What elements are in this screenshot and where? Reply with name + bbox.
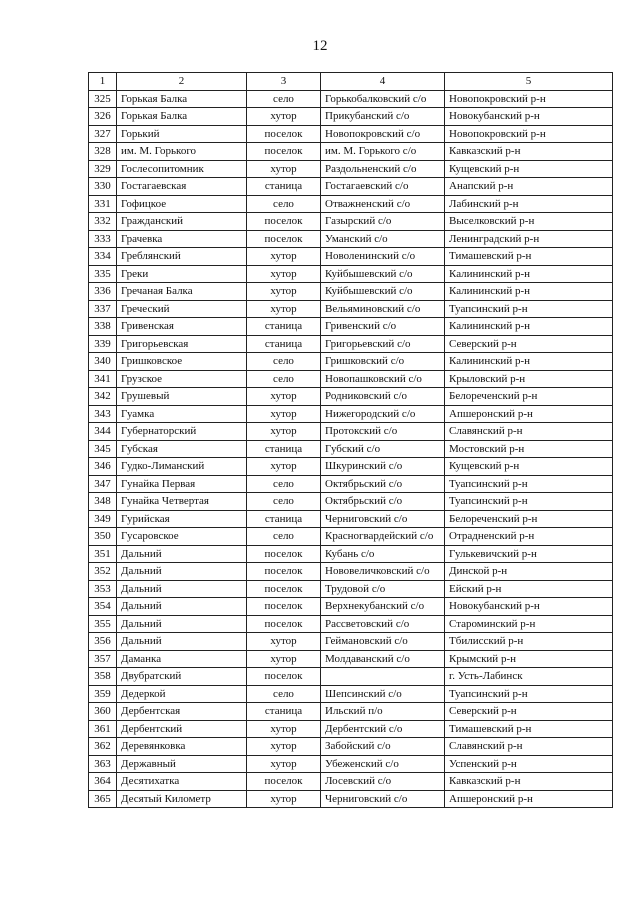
settlement-type: поселок <box>247 773 321 791</box>
district-name: Северский р-н <box>445 335 613 353</box>
table-row <box>89 440 613 458</box>
settlement-type: поселок <box>247 213 321 231</box>
council-name: Горькобалковский с/о <box>321 90 445 108</box>
district-name: Успенский р-н <box>445 755 613 773</box>
council-name: Шкуринский с/о <box>321 458 445 476</box>
district-name: Туапсинский р-н <box>445 685 613 703</box>
table-row <box>89 265 613 283</box>
settlement-name: Гудко-Лиманский <box>117 458 247 476</box>
table-row <box>89 458 613 476</box>
council-name: Новопашковский с/о <box>321 370 445 388</box>
settlement-type: поселок <box>247 230 321 248</box>
table-row <box>89 283 613 301</box>
settlement-name: Гослесопитомник <box>117 160 247 178</box>
header-cell: 4 <box>321 73 445 91</box>
district-name: Анапский р-н <box>445 178 613 196</box>
settlement-type: хутор <box>247 265 321 283</box>
settlement-name: Гусаровское <box>117 528 247 546</box>
settlement-name: Гурийская <box>117 510 247 528</box>
settlement-type: село <box>247 475 321 493</box>
council-name: Григорьевский с/о <box>321 335 445 353</box>
row-number: 336 <box>89 283 117 301</box>
settlement-type: станица <box>247 178 321 196</box>
council-name: Губский с/о <box>321 440 445 458</box>
council-name: Черниговский с/о <box>321 790 445 808</box>
table-row <box>89 650 613 668</box>
row-number: 351 <box>89 545 117 563</box>
council-name: Трудовой с/о <box>321 580 445 598</box>
row-number: 357 <box>89 650 117 668</box>
district-name: Отрадненский р-н <box>445 528 613 546</box>
table-row <box>89 125 613 143</box>
district-name: Тимашевский р-н <box>445 720 613 738</box>
settlement-name: Дербентская <box>117 703 247 721</box>
district-name: Динской р-н <box>445 563 613 581</box>
row-number: 361 <box>89 720 117 738</box>
council-name: Куйбышевский с/о <box>321 265 445 283</box>
district-name: Ленинградский р-н <box>445 230 613 248</box>
council-name: Нововеличковский с/о <box>321 563 445 581</box>
table-row <box>89 300 613 318</box>
row-number: 355 <box>89 615 117 633</box>
settlement-name: Державный <box>117 755 247 773</box>
district-name: Кавказский р-н <box>445 143 613 161</box>
district-name: Туапсинский р-н <box>445 300 613 318</box>
table-row <box>89 598 613 616</box>
district-name: Туапсинский р-н <box>445 475 613 493</box>
row-number: 344 <box>89 423 117 441</box>
settlement-type: станица <box>247 703 321 721</box>
council-name: Октябрьский с/о <box>321 493 445 511</box>
settlement-type: село <box>247 370 321 388</box>
table-row <box>89 685 613 703</box>
settlement-type: хутор <box>247 283 321 301</box>
district-name: Мостовский р-н <box>445 440 613 458</box>
settlement-name: Десятый Километр <box>117 790 247 808</box>
table-row <box>89 213 613 231</box>
settlement-name: Гунайка Первая <box>117 475 247 493</box>
row-number: 328 <box>89 143 117 161</box>
table-row <box>89 720 613 738</box>
settlement-type: станица <box>247 510 321 528</box>
row-number: 341 <box>89 370 117 388</box>
district-name: Славянский р-н <box>445 423 613 441</box>
settlement-name: Грушевый <box>117 388 247 406</box>
row-number: 342 <box>89 388 117 406</box>
council-name: Вельяминовский с/о <box>321 300 445 318</box>
settlement-type: поселок <box>247 615 321 633</box>
table-row <box>89 528 613 546</box>
row-number: 359 <box>89 685 117 703</box>
table-row <box>89 668 613 686</box>
row-number: 354 <box>89 598 117 616</box>
settlement-type: село <box>247 493 321 511</box>
table-row <box>89 703 613 721</box>
row-number: 348 <box>89 493 117 511</box>
district-name: Новопокровский р-н <box>445 90 613 108</box>
settlement-type: село <box>247 90 321 108</box>
council-name: Уманский с/о <box>321 230 445 248</box>
council-name: Гостагаевский с/о <box>321 178 445 196</box>
settlement-name: Дальний <box>117 580 247 598</box>
settlement-name: Гуамка <box>117 405 247 423</box>
settlement-type: село <box>247 528 321 546</box>
council-name: Кубань с/о <box>321 545 445 563</box>
settlement-type: поселок <box>247 143 321 161</box>
table-row <box>89 633 613 651</box>
settlement-type: село <box>247 195 321 213</box>
row-number: 334 <box>89 248 117 266</box>
settlement-name: Греблянский <box>117 248 247 266</box>
settlement-type: хутор <box>247 790 321 808</box>
row-number: 364 <box>89 773 117 791</box>
table-row <box>89 353 613 371</box>
settlement-name: Дальний <box>117 598 247 616</box>
district-name: Новокубанский р-н <box>445 108 613 126</box>
council-name: Протокский с/о <box>321 423 445 441</box>
table-row <box>89 615 613 633</box>
table-row <box>89 90 613 108</box>
row-number: 327 <box>89 125 117 143</box>
row-number: 331 <box>89 195 117 213</box>
table-row <box>89 335 613 353</box>
header-cell: 3 <box>247 73 321 91</box>
row-number: 363 <box>89 755 117 773</box>
council-name: Газырский с/о <box>321 213 445 231</box>
settlement-name: Гришковское <box>117 353 247 371</box>
settlement-name: Грузское <box>117 370 247 388</box>
row-number: 325 <box>89 90 117 108</box>
settlement-name: Дальний <box>117 545 247 563</box>
council-name: Молдаванский с/о <box>321 650 445 668</box>
settlement-type: хутор <box>247 300 321 318</box>
table-row <box>89 195 613 213</box>
settlement-name: Даманка <box>117 650 247 668</box>
settlement-type: хутор <box>247 108 321 126</box>
settlement-type: станица <box>247 318 321 336</box>
settlement-name: Двубратский <box>117 668 247 686</box>
district-name: Калининский р-н <box>445 353 613 371</box>
district-name: Славянский р-н <box>445 738 613 756</box>
settlement-name: Грачевка <box>117 230 247 248</box>
row-number: 340 <box>89 353 117 371</box>
settlement-name: Гостагаевская <box>117 178 247 196</box>
district-name: Гулькевичский р-н <box>445 545 613 563</box>
page-number: 12 <box>312 38 328 54</box>
table-row <box>89 230 613 248</box>
council-name: Черниговский с/о <box>321 510 445 528</box>
council-name: Октябрьский с/о <box>321 475 445 493</box>
settlement-name: Дальний <box>117 633 247 651</box>
row-number: 352 <box>89 563 117 581</box>
settlement-name: Горькая Балка <box>117 108 247 126</box>
settlement-name: Григорьевская <box>117 335 247 353</box>
settlement-name: им. М. Горького <box>117 143 247 161</box>
table-row <box>89 755 613 773</box>
settlement-name: Дальний <box>117 563 247 581</box>
settlement-name: Горький <box>117 125 247 143</box>
row-number: 345 <box>89 440 117 458</box>
settlement-type: поселок <box>247 668 321 686</box>
district-name: Тбилисский р-н <box>445 633 613 651</box>
settlement-type: хутор <box>247 738 321 756</box>
council-name: Убеженский с/о <box>321 755 445 773</box>
table-body <box>89 90 613 808</box>
council-name: Ильский п/о <box>321 703 445 721</box>
settlement-type: хутор <box>247 405 321 423</box>
row-number: 337 <box>89 300 117 318</box>
row-number: 353 <box>89 580 117 598</box>
settlement-name: Дедеркой <box>117 685 247 703</box>
settlement-name: Греки <box>117 265 247 283</box>
council-name: Нижегородский с/о <box>321 405 445 423</box>
table-row <box>89 388 613 406</box>
header-cell: 5 <box>445 73 613 91</box>
row-number: 358 <box>89 668 117 686</box>
council-name: им. М. Горького с/о <box>321 143 445 161</box>
row-number: 326 <box>89 108 117 126</box>
council-name: Родниковский с/о <box>321 388 445 406</box>
district-name: Ейский р-н <box>445 580 613 598</box>
council-name: Гришковский с/о <box>321 353 445 371</box>
settlement-name: Дербентский <box>117 720 247 738</box>
council-name: Дербентский с/о <box>321 720 445 738</box>
settlement-name: Дальний <box>117 615 247 633</box>
settlement-type: станица <box>247 335 321 353</box>
row-number: 339 <box>89 335 117 353</box>
district-name: Калининский р-н <box>445 283 613 301</box>
district-name: Староминский р-н <box>445 615 613 633</box>
settlement-type: хутор <box>247 423 321 441</box>
row-number: 365 <box>89 790 117 808</box>
district-name: Апшеронский р-н <box>445 405 613 423</box>
settlement-type: село <box>247 685 321 703</box>
district-name: Лабинский р-н <box>445 195 613 213</box>
row-number: 360 <box>89 703 117 721</box>
council-name: Раздольненский с/о <box>321 160 445 178</box>
table-row <box>89 370 613 388</box>
row-number: 362 <box>89 738 117 756</box>
council-name: Забойский с/о <box>321 738 445 756</box>
row-number: 347 <box>89 475 117 493</box>
district-name: Тимашевский р-н <box>445 248 613 266</box>
table-row <box>89 563 613 581</box>
settlement-name: Гунайка Четвертая <box>117 493 247 511</box>
settlement-name: Греческий <box>117 300 247 318</box>
settlement-name: Губская <box>117 440 247 458</box>
settlement-name: Деревянковка <box>117 738 247 756</box>
district-name: г. Усть-Лабинск <box>445 668 613 686</box>
council-name: Верхнекубанский с/о <box>321 598 445 616</box>
settlement-name: Гражданский <box>117 213 247 231</box>
table-row <box>89 773 613 791</box>
table-row <box>89 108 613 126</box>
settlement-type: хутор <box>247 248 321 266</box>
district-name: Выселковский р-н <box>445 213 613 231</box>
table-row <box>89 475 613 493</box>
district-name: Новопокровский р-н <box>445 125 613 143</box>
council-name: Красногвардейский с/о <box>321 528 445 546</box>
row-number: 333 <box>89 230 117 248</box>
row-number: 330 <box>89 178 117 196</box>
settlement-name: Горькая Балка <box>117 90 247 108</box>
row-number: 335 <box>89 265 117 283</box>
council-name: Новоленинский с/о <box>321 248 445 266</box>
table-row <box>89 318 613 336</box>
settlement-type: поселок <box>247 563 321 581</box>
settlement-type: хутор <box>247 160 321 178</box>
settlement-name: Гречаная Балка <box>117 283 247 301</box>
row-number: 338 <box>89 318 117 336</box>
council-name: Геймановский с/о <box>321 633 445 651</box>
table-row <box>89 248 613 266</box>
council-name: Прикубанский с/о <box>321 108 445 126</box>
header-cell: 1 <box>89 73 117 91</box>
district-name: Крыловский р-н <box>445 370 613 388</box>
row-number: 350 <box>89 528 117 546</box>
header-cell: 2 <box>117 73 247 91</box>
district-name: Апшеронский р-н <box>445 790 613 808</box>
row-number: 349 <box>89 510 117 528</box>
district-name: Белореченский р-н <box>445 388 613 406</box>
council-name: Лосевский с/о <box>321 773 445 791</box>
settlement-name: Десятихатка <box>117 773 247 791</box>
table-row <box>89 580 613 598</box>
council-name <box>321 668 445 686</box>
district-name: Кавказский р-н <box>445 773 613 791</box>
settlement-type: поселок <box>247 545 321 563</box>
settlement-type: хутор <box>247 720 321 738</box>
table-row <box>89 790 613 808</box>
district-name: Крымский р-н <box>445 650 613 668</box>
table-row <box>89 738 613 756</box>
district-name: Кущевский р-н <box>445 458 613 476</box>
district-name: Туапсинский р-н <box>445 493 613 511</box>
settlement-name: Губернаторский <box>117 423 247 441</box>
row-number: 343 <box>89 405 117 423</box>
settlement-name: Гривенская <box>117 318 247 336</box>
settlement-type: поселок <box>247 125 321 143</box>
settlement-type: поселок <box>247 580 321 598</box>
council-name: Шепсинский с/о <box>321 685 445 703</box>
settlement-type: хутор <box>247 650 321 668</box>
table-row <box>89 160 613 178</box>
row-number: 356 <box>89 633 117 651</box>
table-row <box>89 143 613 161</box>
settlements-table <box>88 72 613 808</box>
table-row <box>89 510 613 528</box>
row-number: 332 <box>89 213 117 231</box>
council-name: Куйбышевский с/о <box>321 283 445 301</box>
district-name: Новокубанский р-н <box>445 598 613 616</box>
council-name: Новопокровский с/о <box>321 125 445 143</box>
settlement-type: станица <box>247 440 321 458</box>
settlement-type: хутор <box>247 755 321 773</box>
settlement-type: поселок <box>247 598 321 616</box>
settlement-type: хутор <box>247 633 321 651</box>
council-name: Рассветовский с/о <box>321 615 445 633</box>
settlement-type: хутор <box>247 458 321 476</box>
district-name: Калининский р-н <box>445 265 613 283</box>
header-row <box>89 73 613 91</box>
row-number: 346 <box>89 458 117 476</box>
district-name: Калининский р-н <box>445 318 613 336</box>
settlement-name: Гофицкое <box>117 195 247 213</box>
council-name: Гривенский с/о <box>321 318 445 336</box>
district-name: Северский р-н <box>445 703 613 721</box>
table-row <box>89 423 613 441</box>
table-row <box>89 405 613 423</box>
settlement-type: село <box>247 353 321 371</box>
row-number: 329 <box>89 160 117 178</box>
council-name: Отважненский с/о <box>321 195 445 213</box>
settlement-type: хутор <box>247 388 321 406</box>
district-name: Кущевский р-н <box>445 160 613 178</box>
table-row <box>89 493 613 511</box>
table-row <box>89 178 613 196</box>
district-name: Белореченский р-н <box>445 510 613 528</box>
table-row <box>89 545 613 563</box>
